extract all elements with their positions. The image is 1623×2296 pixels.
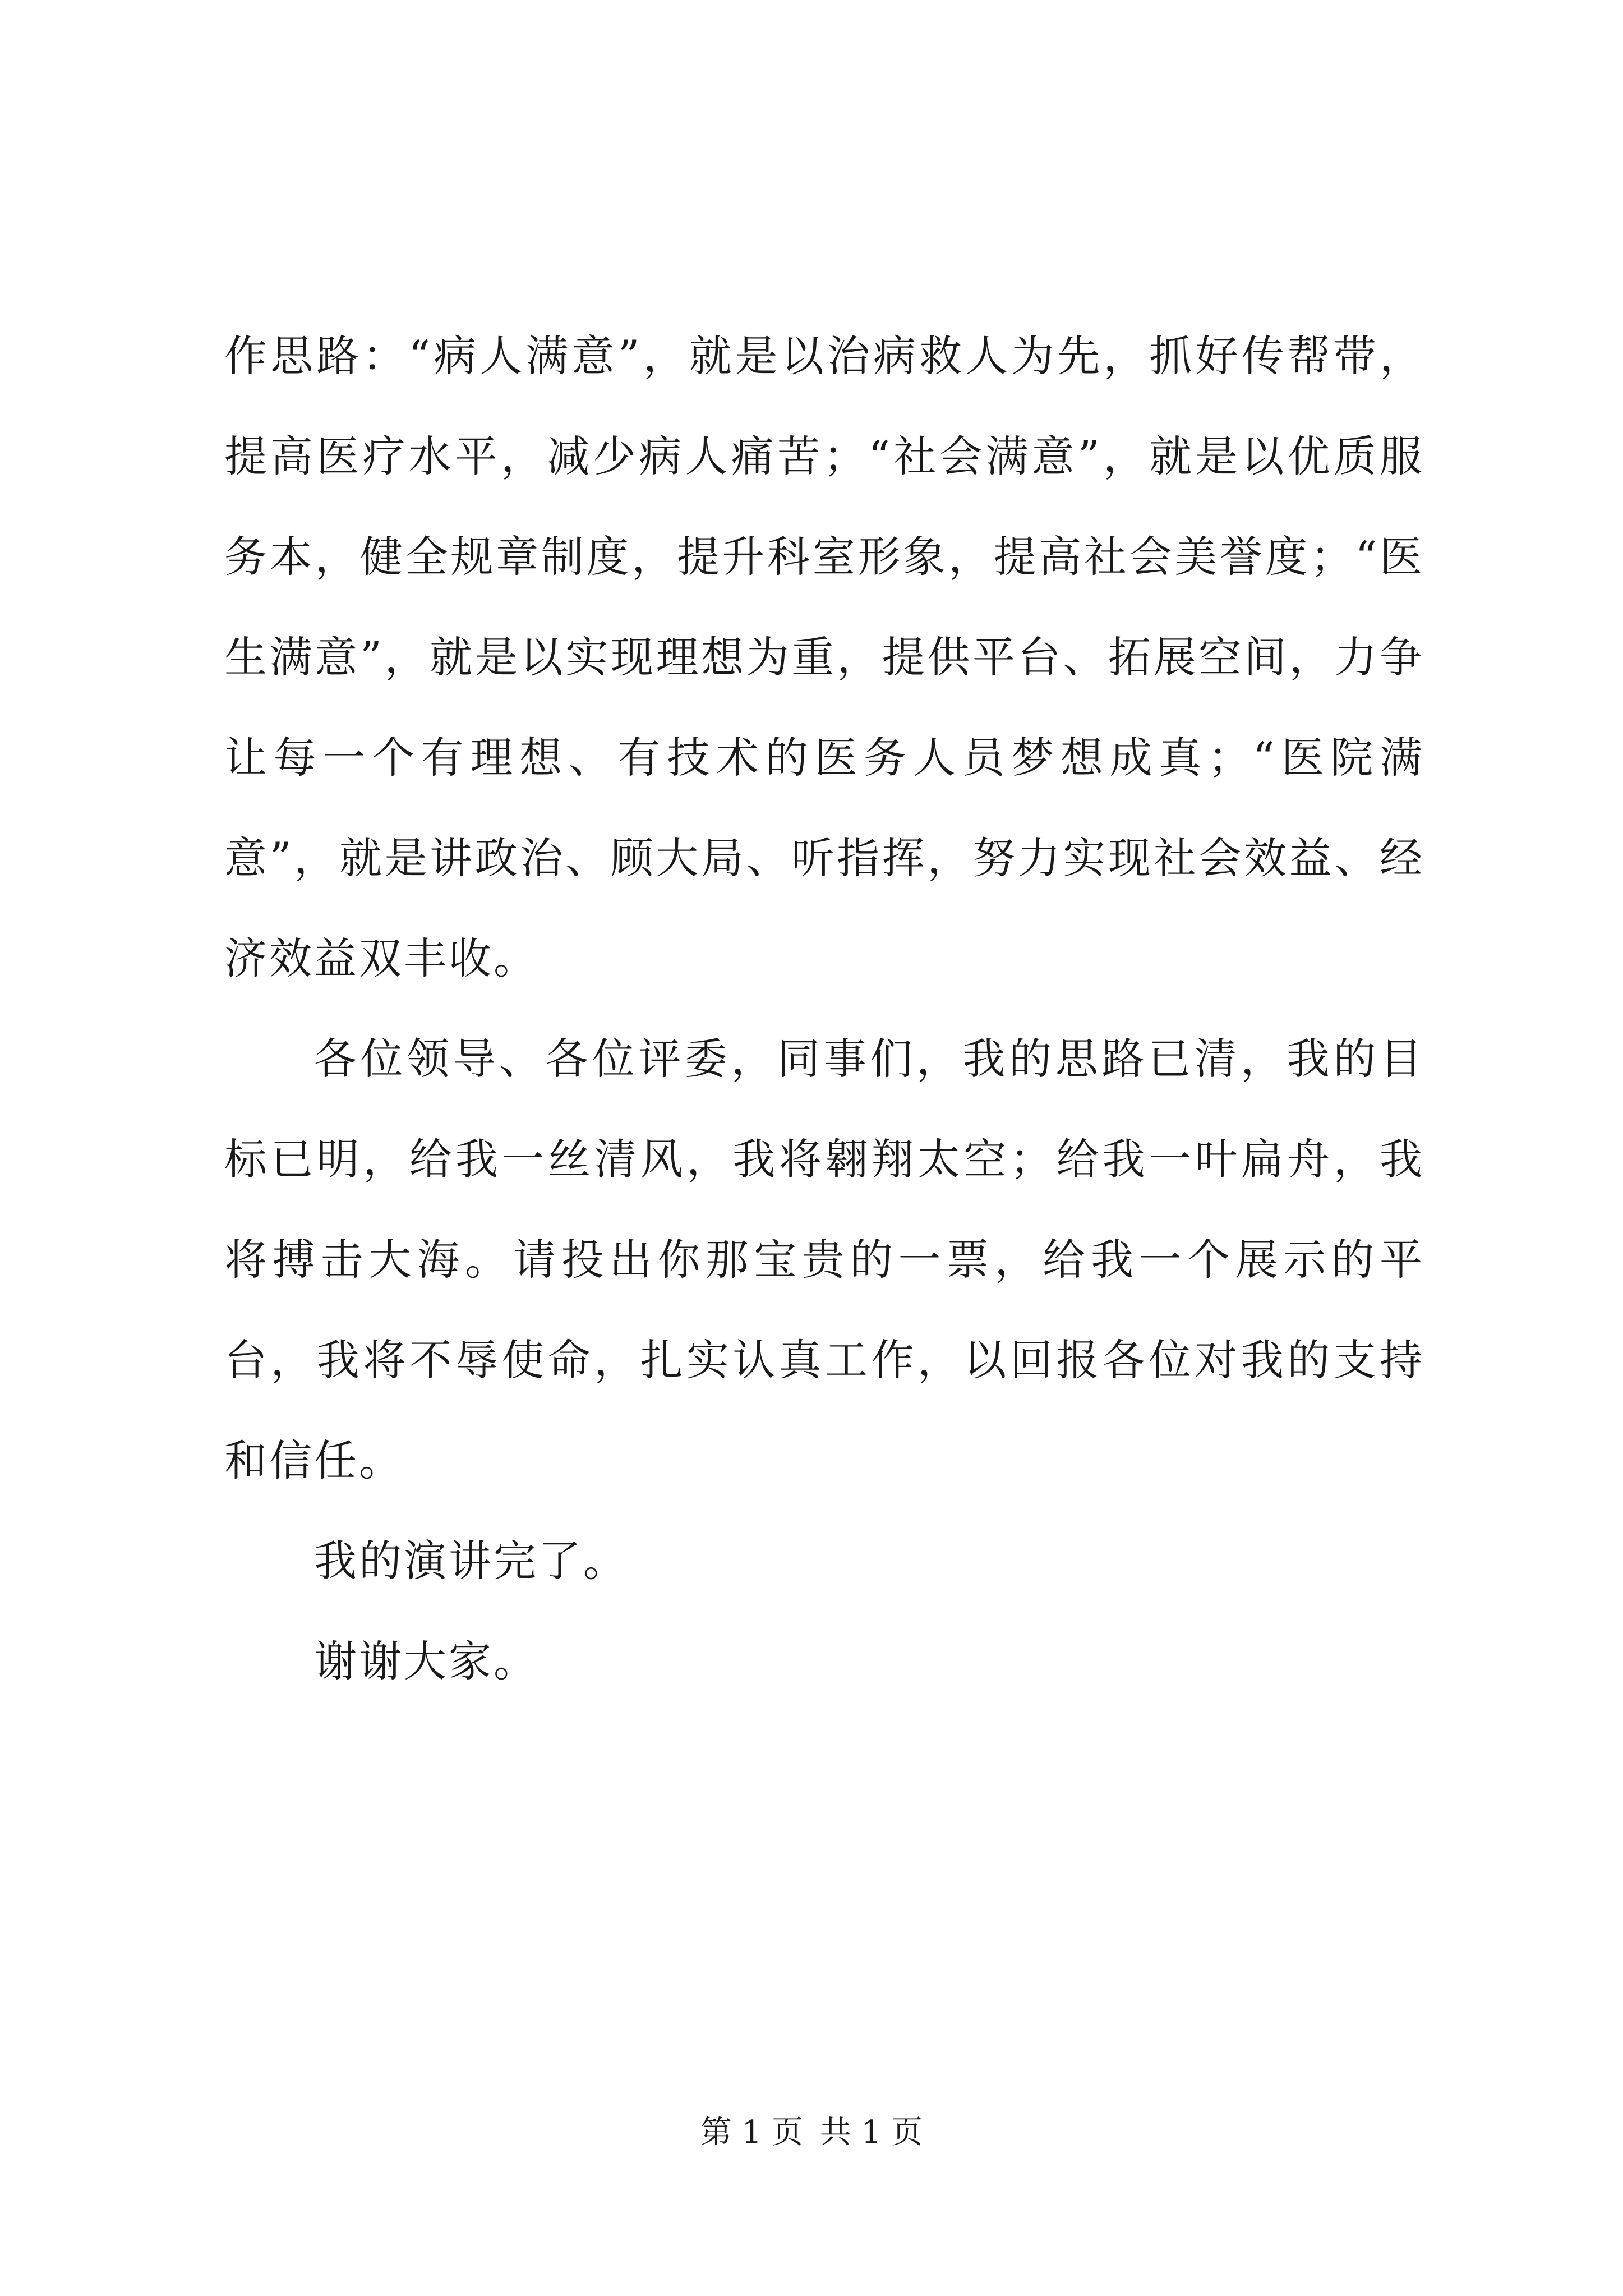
paragraph-appeal: 各位领导、各位评委，同事们，我的思路已清，我的目标已明，给我一丝清风，我将翱翔太空；给我一叶扁舟，我将搏击大海。请投出你那宝贵的一票，给我一个展示的平台，我将不辱使命，扎实认真工作，以回报各位对我的支持和信任。 bbox=[224, 1034, 1424, 1485]
page-number-current: 第 1 页 bbox=[700, 2114, 803, 2151]
document-body bbox=[224, 306, 1424, 1711]
paragraph-thanks: 谢谢大家。 bbox=[314, 1636, 538, 1686]
paragraph-speech-end: 我的演讲完了。 bbox=[314, 1536, 628, 1586]
paragraph-work-approach: 作思路：“病人满意”，就是以治病救人为先，抓好传帮带，提高医疗水平，减少病人痛苦；“社会满意”，就是以优质服务本，健全规章制度，提升科室形象，提高社会美誉度；“医生满意”，就是以实现理想为重，提供平台、拓展空间，力争让每一个有理想、有技术的医务人员梦想成真；“医院满意”，就是讲政治、顾大局、听指挥，努力实现社会效益、经济效益双丰收。 bbox=[224, 331, 1424, 983]
page-number-total: 共 1 页 bbox=[820, 2114, 923, 2151]
page-footer bbox=[0, 2110, 1623, 2155]
